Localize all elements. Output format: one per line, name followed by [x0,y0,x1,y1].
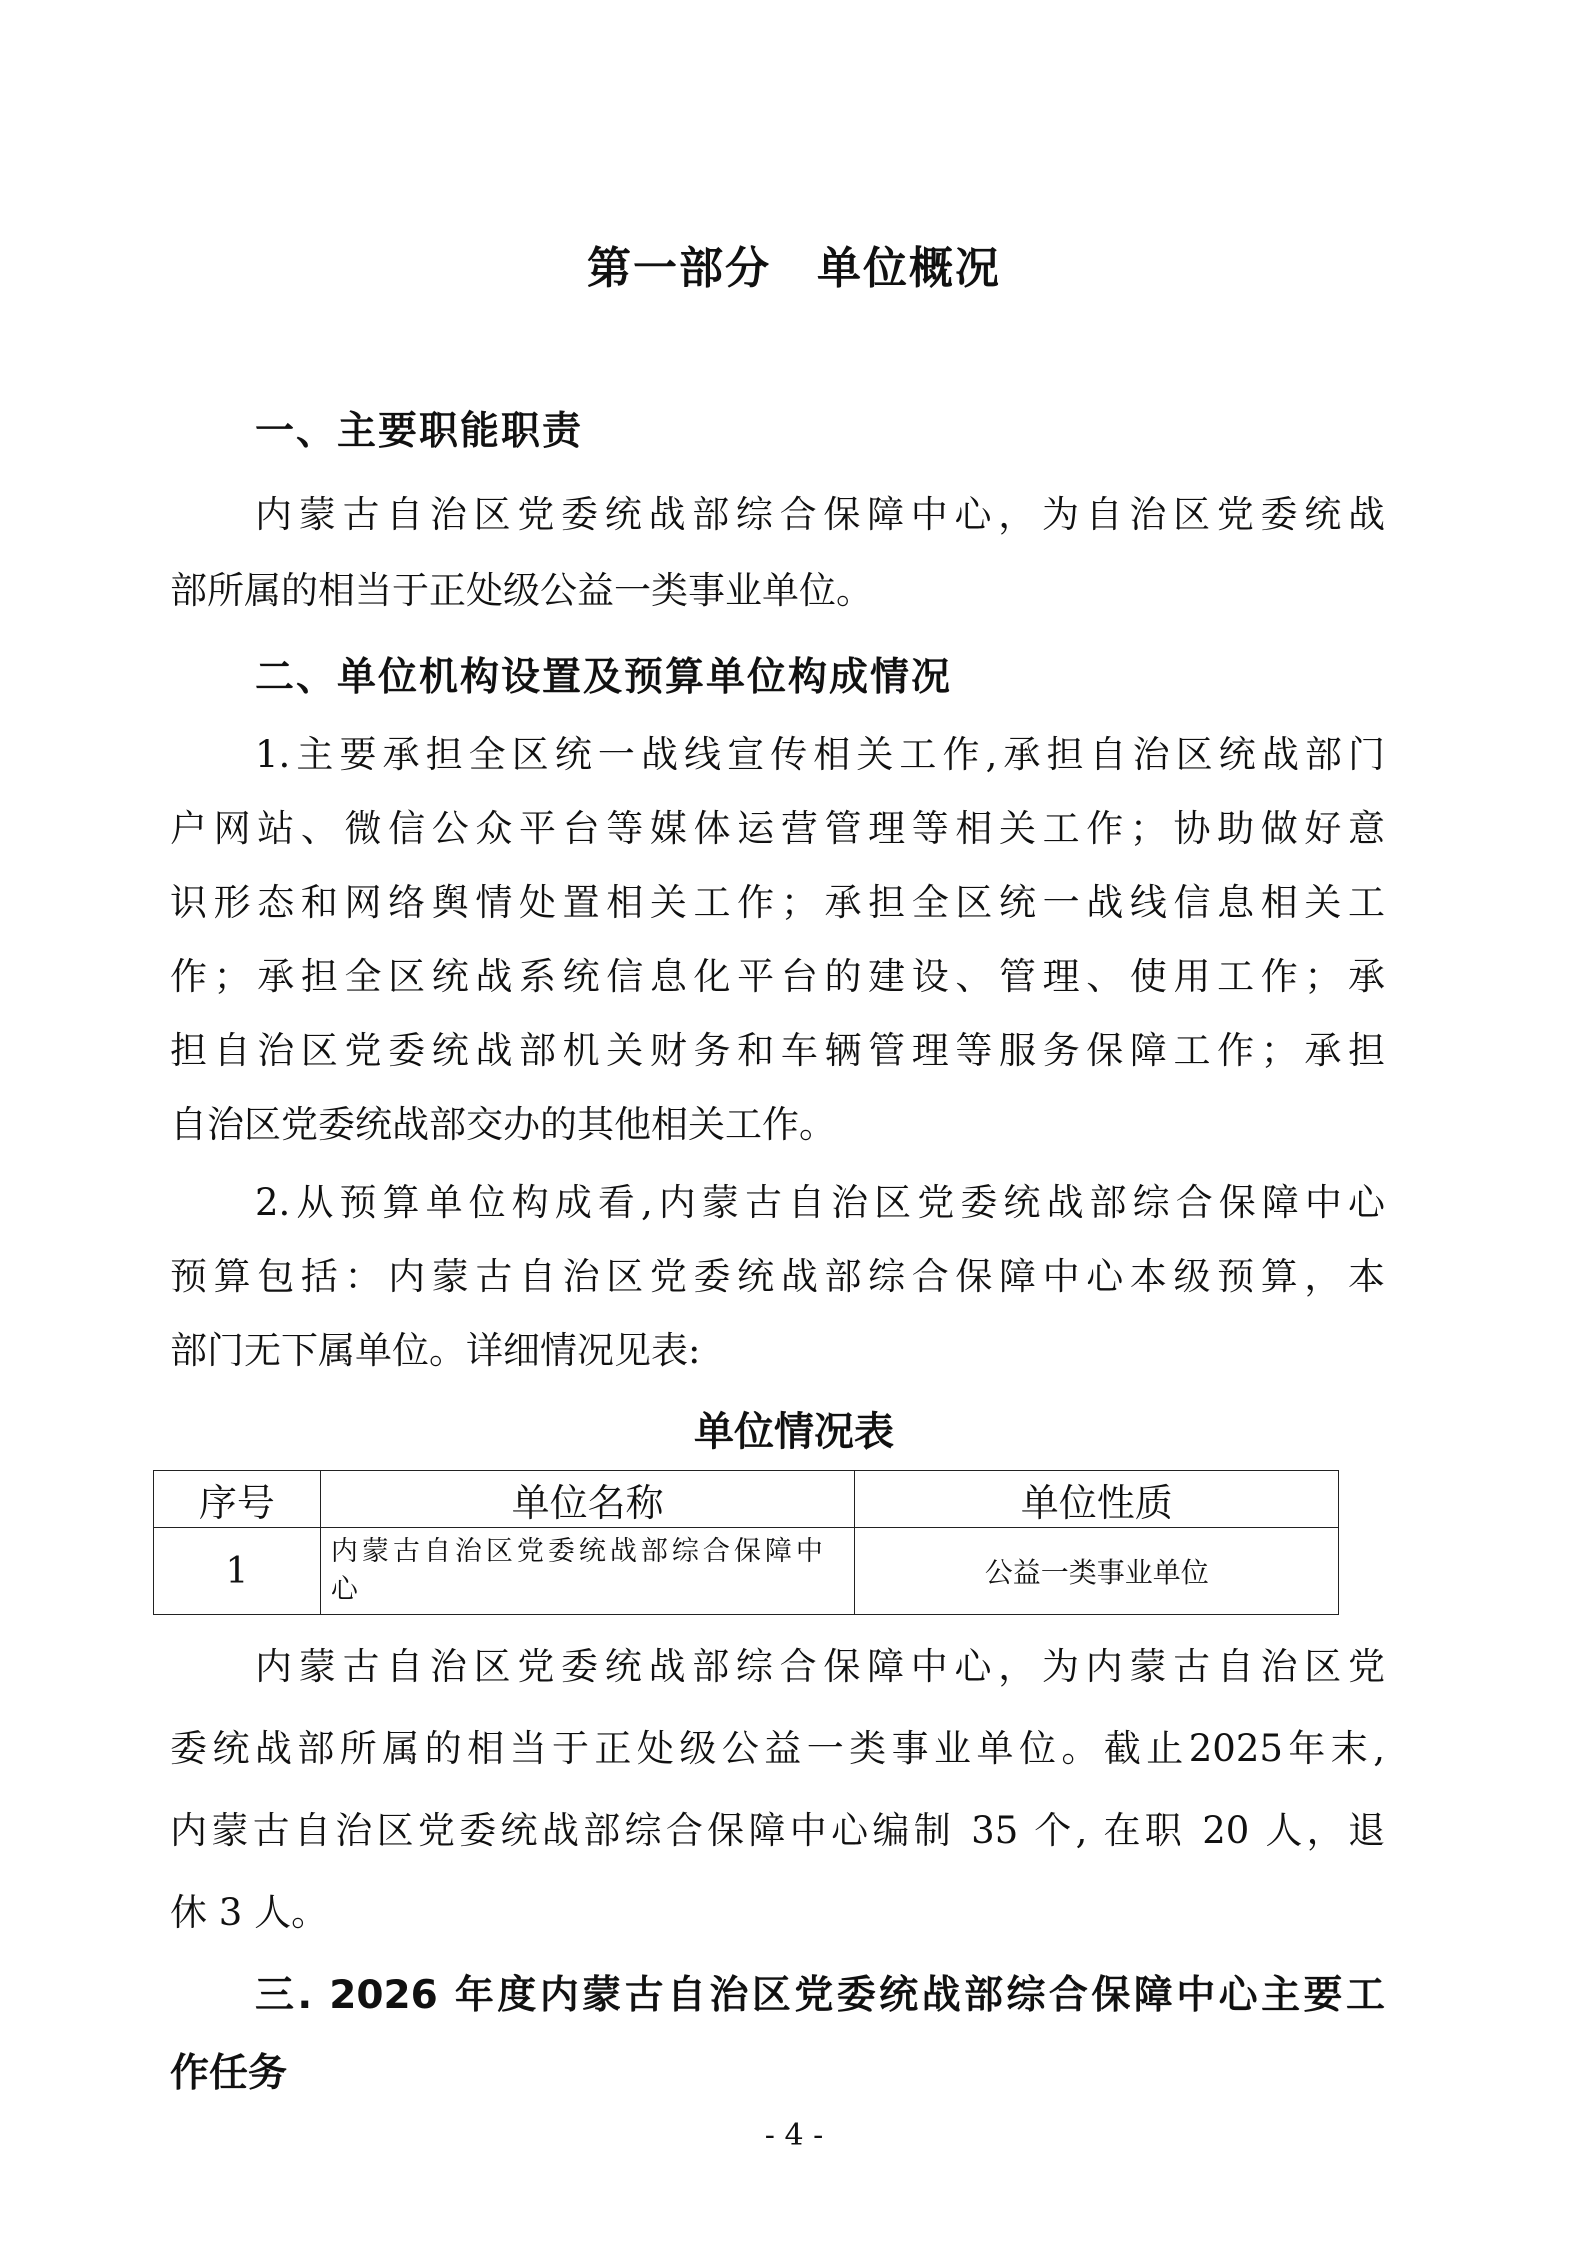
cell-unit-name: 内蒙古自治区党委统战部综合保障中心 [320,1528,855,1615]
section2-heading: 二、单位机构设置及预算单位构成情况 [255,655,953,700]
section1-line: 内蒙古自治区党委统战部综合保障中心，为自治区党委统战 [255,493,1385,536]
para3-line: 内蒙古自治区党委统战部综合保障中心，为内蒙古自治区党 [255,1645,1385,1688]
para3-line: 内蒙古自治区党委统战部综合保障中心编制 35 个, 在职 20 人，退 [170,1809,1385,1852]
table-title: 单位情况表 [694,1409,894,1455]
page-title: 第一部分 单位概况 [587,243,1001,294]
para3-line: 休 3 人。 [170,1891,329,1934]
section2-para2-line: 预算包括：内蒙古自治区党委统战部综合保障中心本级预算，本 [170,1255,1385,1298]
cell-unit-nature: 公益一类事业单位 [855,1528,1339,1615]
section2-para1-line: 担自治区党委统战部机关财务和车辆管理等服务保障工作；承担 [170,1029,1385,1072]
section2-para1-line: 识形态和网络舆情处置相关工作；承担全区统一战线信息相关工 [170,881,1385,924]
section2-para1-line: 作；承担全区统战系统信息化平台的建设、管理、使用工作；承 [170,955,1385,998]
page-number: - 4 - [764,2118,824,2153]
unit-table [153,1470,1339,1615]
column-header-index: 序号 [154,1471,321,1528]
section2-para2-line: 部门无下属单位。详细情况见表: [170,1329,701,1372]
section2-para1-line: 户网站、微信公众平台等媒体运营管理等相关工作；协助做好意 [170,807,1385,850]
table-row [154,1528,1339,1615]
section2-para2-line: 2.从预算单位构成看,内蒙古自治区党委统战部综合保障中心 [255,1181,1385,1224]
cell-index: 1 [154,1528,321,1615]
column-header-nature: 单位性质 [855,1471,1339,1528]
section1-line: 部所属的相当于正处级公益一类事业单位。 [170,569,873,612]
table-header-row [154,1471,1339,1528]
column-header-name: 单位名称 [320,1471,855,1528]
section3-heading-line: 作任务 [170,2051,288,2096]
section3-heading-line: 三. 2026 年度内蒙古自治区党委统战部综合保障中心主要工 [255,1973,1385,2018]
section2-para1-line: 1.主要承担全区统一战线宣传相关工作,承担自治区统战部门 [255,733,1385,776]
section1-heading: 一、主要职能职责 [255,409,584,454]
section2-para1-line: 自治区党委统战部交办的其他相关工作。 [170,1103,836,1146]
para3-line: 委统战部所属的相当于正处级公益一类事业单位。截止2025年末, [170,1727,1385,1770]
